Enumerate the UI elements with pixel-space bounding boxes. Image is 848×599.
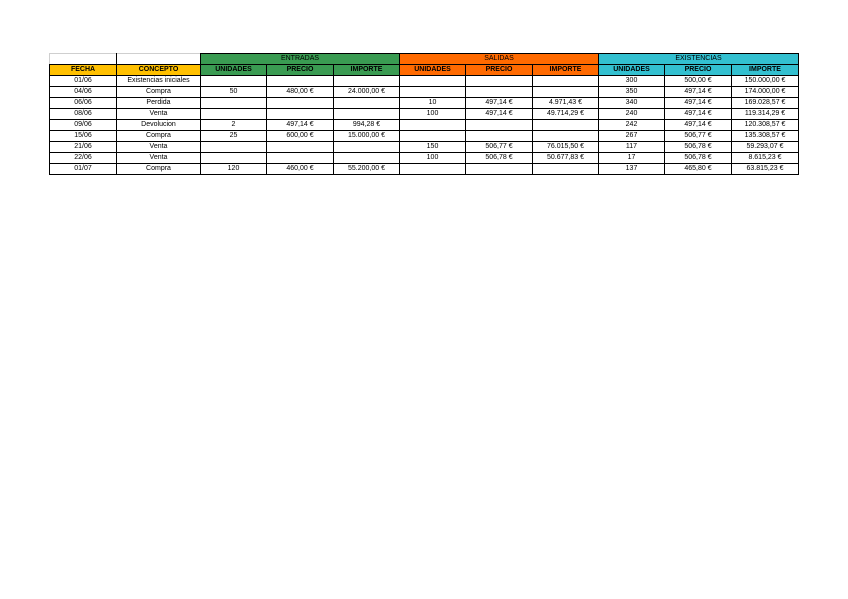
- cell-salidas-unidades[interactable]: [400, 76, 466, 87]
- table-row: [50, 164, 799, 175]
- cell-fecha[interactable]: 21/06: [50, 142, 117, 153]
- cell-concepto[interactable]: Venta: [117, 142, 201, 153]
- cell-salidas-unidades[interactable]: [400, 164, 466, 175]
- group-header-row: [50, 54, 799, 65]
- cell-existencias-precio[interactable]: 497,14 €: [665, 120, 732, 131]
- cell-salidas-unidades[interactable]: 150: [400, 142, 466, 153]
- cell-existencias-unidades[interactable]: 117: [599, 142, 665, 153]
- cell-concepto[interactable]: Compra: [117, 164, 201, 175]
- cell-fecha[interactable]: 01/07: [50, 164, 117, 175]
- cell-salidas-unidades[interactable]: [400, 87, 466, 98]
- cell-concepto[interactable]: Venta: [117, 109, 201, 120]
- cell-salidas-importe[interactable]: [533, 120, 599, 131]
- cell-entradas-unidades[interactable]: 25: [201, 131, 267, 142]
- cell-salidas-precio[interactable]: [466, 87, 533, 98]
- cell-existencias-unidades[interactable]: 350: [599, 87, 665, 98]
- header-entradas-precio[interactable]: PRECIO: [267, 65, 334, 76]
- cell-existencias-importe[interactable]: 63.815,23 €: [732, 164, 799, 175]
- cell-existencias-precio[interactable]: 497,14 €: [665, 98, 732, 109]
- cell-entradas-importe[interactable]: [334, 142, 400, 153]
- table-row: [50, 76, 799, 87]
- cell-salidas-precio[interactable]: [466, 120, 533, 131]
- cell-concepto[interactable]: Compra: [117, 87, 201, 98]
- inventory-table: [49, 53, 799, 175]
- cell-entradas-precio[interactable]: [267, 109, 334, 120]
- cell-salidas-unidades[interactable]: [400, 120, 466, 131]
- cell-salidas-importe[interactable]: 4.971,43 €: [533, 98, 599, 109]
- cell-entradas-precio[interactable]: [267, 153, 334, 164]
- header-salidas-importe[interactable]: IMPORTE: [533, 65, 599, 76]
- header-entradas-importe[interactable]: IMPORTE: [334, 65, 400, 76]
- cell-entradas-importe[interactable]: 15.000,00 €: [334, 131, 400, 142]
- group-existencias[interactable]: EXISTENCIAS: [599, 54, 799, 65]
- cell-entradas-importe[interactable]: [334, 153, 400, 164]
- cell-fecha[interactable]: 04/06: [50, 87, 117, 98]
- table-row: [50, 87, 799, 98]
- cell-salidas-precio[interactable]: 506,77 €: [466, 142, 533, 153]
- cell-entradas-unidades[interactable]: 50: [201, 87, 267, 98]
- cell-salidas-precio[interactable]: [466, 131, 533, 142]
- cell-existencias-precio[interactable]: 497,14 €: [665, 87, 732, 98]
- cell-fecha[interactable]: 06/06: [50, 98, 117, 109]
- table-row: [50, 131, 799, 142]
- cell-existencias-importe[interactable]: 135.308,57 €: [732, 131, 799, 142]
- cell-entradas-importe[interactable]: 24.000,00 €: [334, 87, 400, 98]
- cell-salidas-precio[interactable]: 497,14 €: [466, 109, 533, 120]
- cell-salidas-unidades[interactable]: 100: [400, 153, 466, 164]
- cell-concepto[interactable]: Venta: [117, 153, 201, 164]
- cell-salidas-precio[interactable]: 506,78 €: [466, 153, 533, 164]
- cell-salidas-importe[interactable]: [533, 76, 599, 87]
- cell-entradas-precio[interactable]: 497,14 €: [267, 120, 334, 131]
- cell-entradas-unidades[interactable]: [201, 153, 267, 164]
- cell-concepto[interactable]: Compra: [117, 131, 201, 142]
- cell-entradas-unidades[interactable]: [201, 142, 267, 153]
- cell-fecha[interactable]: 22/06: [50, 153, 117, 164]
- header-salidas-precio[interactable]: PRECIO: [466, 65, 533, 76]
- cell-entradas-importe[interactable]: 994,28 €: [334, 120, 400, 131]
- cell-existencias-unidades[interactable]: 300: [599, 76, 665, 87]
- table-row: [50, 142, 799, 153]
- cell-entradas-unidades[interactable]: 120: [201, 164, 267, 175]
- cell-existencias-precio[interactable]: 465,80 €: [665, 164, 732, 175]
- cell-salidas-unidades[interactable]: 100: [400, 109, 466, 120]
- empty-cell[interactable]: [117, 54, 201, 65]
- cell-entradas-unidades[interactable]: [201, 76, 267, 87]
- empty-cell[interactable]: [50, 54, 117, 65]
- cell-salidas-importe[interactable]: 50.677,83 €: [533, 153, 599, 164]
- cell-entradas-precio[interactable]: 600,00 €: [267, 131, 334, 142]
- cell-entradas-precio[interactable]: [267, 98, 334, 109]
- cell-salidas-unidades[interactable]: 10: [400, 98, 466, 109]
- cell-fecha[interactable]: 01/06: [50, 76, 117, 87]
- cell-concepto[interactable]: Existencias iniciales: [117, 76, 201, 87]
- cell-fecha[interactable]: 15/06: [50, 131, 117, 142]
- header-salidas-unidades[interactable]: UNIDADES: [400, 65, 466, 76]
- header-existencias-unidades[interactable]: UNIDADES: [599, 65, 665, 76]
- cell-entradas-precio[interactable]: 460,00 €: [267, 164, 334, 175]
- cell-entradas-importe[interactable]: [334, 98, 400, 109]
- cell-entradas-precio[interactable]: [267, 76, 334, 87]
- table-row: [50, 109, 799, 120]
- cell-concepto[interactable]: Perdida: [117, 98, 201, 109]
- cell-existencias-precio[interactable]: 500,00 €: [665, 76, 732, 87]
- cell-existencias-importe[interactable]: 59.293,07 €: [732, 142, 799, 153]
- cell-entradas-unidades[interactable]: 2: [201, 120, 267, 131]
- table-row: [50, 153, 799, 164]
- header-fecha[interactable]: FECHA: [50, 65, 117, 76]
- cell-existencias-unidades[interactable]: 340: [599, 98, 665, 109]
- cell-existencias-unidades[interactable]: 267: [599, 131, 665, 142]
- cell-existencias-importe[interactable]: 169.028,57 €: [732, 98, 799, 109]
- cell-salidas-importe[interactable]: 76.015,50 €: [533, 142, 599, 153]
- cell-entradas-precio[interactable]: 480,00 €: [267, 87, 334, 98]
- table-row: [50, 120, 799, 131]
- cell-existencias-unidades[interactable]: 242: [599, 120, 665, 131]
- group-salidas[interactable]: SALIDAS: [400, 54, 599, 65]
- column-header-row: [50, 65, 799, 76]
- cell-existencias-unidades[interactable]: 240: [599, 109, 665, 120]
- cell-entradas-unidades[interactable]: [201, 109, 267, 120]
- cell-existencias-importe[interactable]: 120.308,57 €: [732, 120, 799, 131]
- cell-existencias-importe[interactable]: 150.000,00 €: [732, 76, 799, 87]
- cell-existencias-importe[interactable]: 174.000,00 €: [732, 87, 799, 98]
- cell-entradas-importe[interactable]: 55.200,00 €: [334, 164, 400, 175]
- cell-entradas-importe[interactable]: [334, 76, 400, 87]
- cell-existencias-precio[interactable]: 497,14 €: [665, 109, 732, 120]
- cell-existencias-importe[interactable]: 119.314,29 €: [732, 109, 799, 120]
- cell-salidas-importe[interactable]: 49.714,29 €: [533, 109, 599, 120]
- cell-salidas-precio[interactable]: [466, 164, 533, 175]
- cell-concepto[interactable]: Devolucion: [117, 120, 201, 131]
- cell-entradas-importe[interactable]: [334, 109, 400, 120]
- cell-existencias-importe[interactable]: 8.615,23 €: [732, 153, 799, 164]
- header-existencias-precio[interactable]: PRECIO: [665, 65, 732, 76]
- cell-existencias-precio[interactable]: 506,78 €: [665, 153, 732, 164]
- cell-salidas-importe[interactable]: [533, 131, 599, 142]
- cell-existencias-unidades[interactable]: 17: [599, 153, 665, 164]
- cell-existencias-precio[interactable]: 506,77 €: [665, 131, 732, 142]
- cell-fecha[interactable]: 09/06: [50, 120, 117, 131]
- cell-salidas-precio[interactable]: [466, 76, 533, 87]
- header-concepto[interactable]: CONCEPTO: [117, 65, 201, 76]
- cell-entradas-unidades[interactable]: [201, 98, 267, 109]
- cell-salidas-importe[interactable]: [533, 164, 599, 175]
- cell-existencias-unidades[interactable]: 137: [599, 164, 665, 175]
- group-entradas[interactable]: ENTRADAS: [201, 54, 400, 65]
- cell-existencias-precio[interactable]: 506,78 €: [665, 142, 732, 153]
- cell-fecha[interactable]: 08/06: [50, 109, 117, 120]
- cell-entradas-precio[interactable]: [267, 142, 334, 153]
- cell-salidas-unidades[interactable]: [400, 131, 466, 142]
- header-entradas-unidades[interactable]: UNIDADES: [201, 65, 267, 76]
- header-existencias-importe[interactable]: IMPORTE: [732, 65, 799, 76]
- cell-salidas-precio[interactable]: 497,14 €: [466, 98, 533, 109]
- table-row: [50, 98, 799, 109]
- cell-salidas-importe[interactable]: [533, 87, 599, 98]
